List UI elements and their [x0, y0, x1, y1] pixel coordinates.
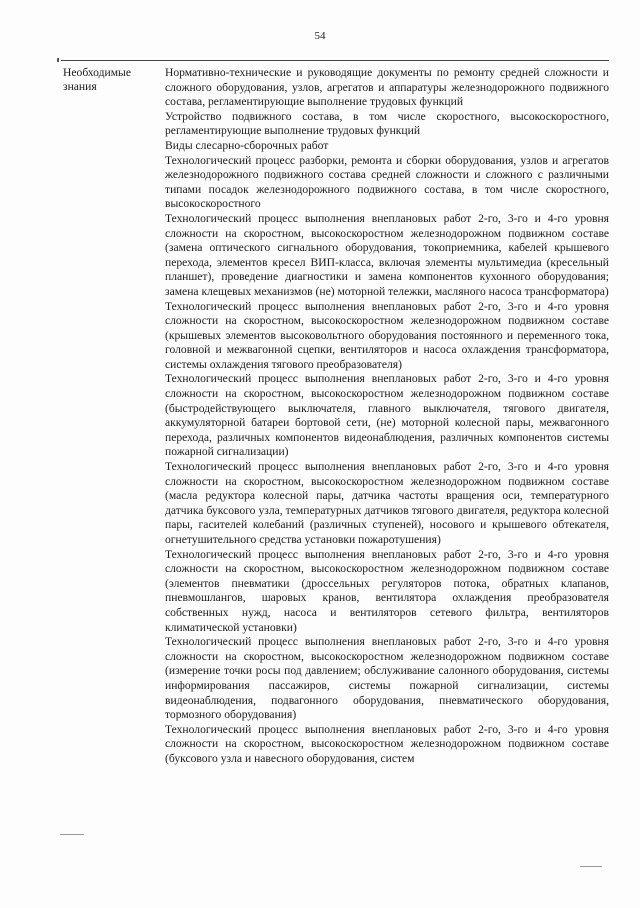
scan-artifact	[580, 866, 602, 867]
list-item: Технологический процесс выполнения внеплановых работ 2-го, 3-го и 4-го уровня сложности на скоростном, высокоскоростном железнодорожном подвижном составе (замена оптического сигнального оборудования, токоприемника, кабелей крышевого перехода, элементов кресел ВИП-класса, включая элементы мультимедиа (кресельный планшет), проведение диагностики и замена компонентов кухонного оборудования; замена клещевых механизмов (не) моторной тележки, масляного насоса трансформатора)	[165, 211, 609, 298]
list-item: Технологический процесс выполнения внеплановых работ 2-го, 3-го и 4-го уровня сложности на скоростном, высокоскоростном железнодорожном подвижном составе (крышевых элементов высоковольтного оборудования постоянного и переменного тока, головной и межвагонной сцепки, вентиляторов и насоса охлаждения трансформатора, системы охлаждения тягового преобразователя)	[165, 299, 609, 371]
list-item: Нормативно-технические и руководящие документы по ремонту средней сложности и сложного оборудования, узлов, агрегатов и аппаратуры железнодорожного подвижного состава, регламентирующие выполнение трудовых функций	[165, 66, 609, 109]
section-label: Необходимые знания	[63, 66, 131, 94]
list-item: Виды слесарно-сборочных работ	[165, 138, 329, 152]
list-item: Технологический процесс выполнения внеплановых работ 2-го, 3-го и 4-го уровня сложности на скоростном, высокоскоростном железнодорожном подвижном составе (измерение точки росы под давлением; обслуживание салонного оборудования, системы информирования пассажиров, системы пожарной сигнализации, системы видеонаблюдения, подвагонного оборудования, пневматического оборудования, тормозного оборудования)	[165, 635, 609, 722]
table-corner-mark	[57, 58, 59, 62]
table-row	[61, 60, 609, 765]
list-item: Технологический процесс выполнения внеплановых работ 2-го, 3-го и 4-го уровня сложности на скоростном, высокоскоростном железнодорожном подвижном составе (быстродействующего выключателя, главного выключателя, тягового двигателя, аккумуляторной батареи бортовой сети, (не) моторной колесной пары, межвагонного перехода, различных компонентов видеонаблюдения, различных компонентов системы пожарной сигнализации)	[165, 372, 609, 459]
list-item: Технологический процесс выполнения внеплановых работ 2-го, 3-го и 4-го уровня сложности на скоростном, высокоскоростном железнодорожном подвижном составе (элементов пневматики (дроссельных регуляторов потока, обратных клапанов, пневмошлангов, шаровых кранов, вентилятора охлаждения преобразователя собственных нужд, насоса и вентиляторов сетевого фильтра, вентиляторов климатической установки)	[165, 547, 609, 634]
list-item: Технологический процесс выполнения внеплановых работ 2-го, 3-го и 4-го уровня сложности на скоростном, высокоскоростном железнодорожном подвижном составе (масла редуктора колесной пары, датчика частоты вращения оси, температурного датчика буксового узла, температурных датчиков тягового двигателя, редуктора колесной пары, гасителей колебаний (различных ступеней), носового и крышевого обтекателя, огнетушительного средства установки пожаротушения)	[165, 460, 609, 546]
list-item: Технологический процесс выполнения внеплановых работ 2-го, 3-го и 4-го уровня сложности на скоростном, высокоскоростном железнодорожном подвижном составе (буксового узла и навесного оборудования, систем	[165, 722, 609, 765]
list-item: Устройство подвижного состава, в том числе скоростного, высокоскоростного, регламентирующие выполнение трудовых функций	[165, 109, 609, 138]
scan-artifact	[60, 834, 84, 835]
requirements-list	[165, 66, 609, 767]
list-item: Технологический процесс разборки, ремонта и сборки оборудования, узлов и агрегатов железнодорожного подвижного состава средней сложности и сложного с различными типами посадок железнодорожного подвижного состава, в том числе скоростного, высокоскоростного	[165, 153, 609, 211]
page-number: 54	[314, 30, 326, 42]
